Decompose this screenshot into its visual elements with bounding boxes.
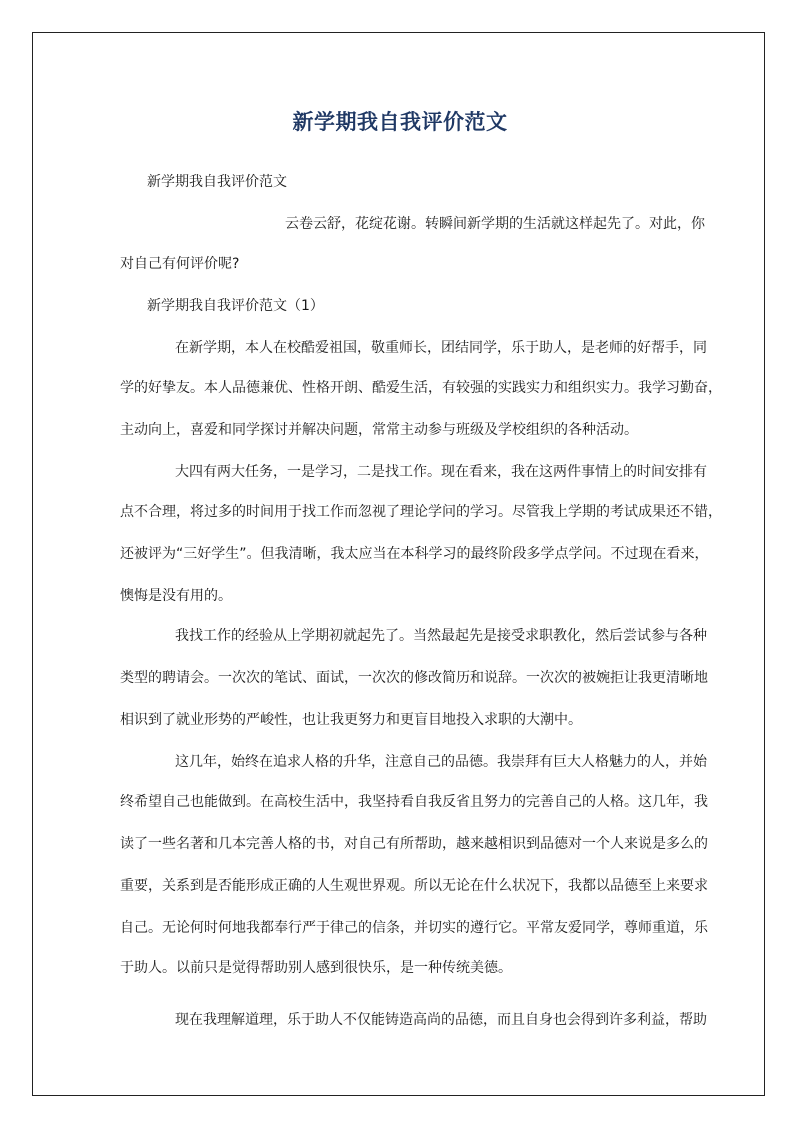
paragraph-line: 懊悔是没有用的。 [120,588,232,604]
paragraph-line: 相识到了就业形势的严峻性，也让我更努力和更盲目地投入求职的大潮中。 [120,712,582,728]
paragraph-line: 现在我理解道理，乐于助人不仅能铸造高尚的品德，而且自身也会得到许多利益，帮助 [175,1012,707,1028]
paragraph-line: 读了一些名著和几本完善人格的书，对自己有所帮助，越来越相识到品德对一个人来说是多么的 [120,836,708,852]
paragraph-line: 终希望自己也能做到。在高校生活中，我坚持看自我反省且努力的完善自己的人格。这几年，我 [120,794,708,810]
paragraph-line: 这几年，始终在追求人格的升华，注意自己的品德。我崇拜有巨大人格魅力的人，并始 [175,754,707,770]
paragraph-line: 大四有两大任务，一是学习，二是找工作。现在看来，我在这两件事情上的时间安排有 [175,464,707,480]
paragraph-line: 学的好挚友。本人品德兼优、性格开朗、酷爱生活，有较强的实践实力和组织实力。我学习勤奋， [120,380,722,396]
paragraph-line: 在新学期，本人在校酷爱祖国，敬重师长，团结同学，乐于助人，是老师的好帮手，同 [175,340,707,356]
paragraph-line: 点不合理，将过多的时间用于找工作而忽视了理论学问的学习。尽管我上学期的考试成果还不错， [120,504,722,520]
paragraph-line: 类型的聘请会。一次次的笔试、面试，一次次的修改简历和说辞。一次次的被婉拒让我更清晰地 [120,670,708,686]
document-subtitle: 新学期我自我评价范文 [147,174,287,190]
document-title: 新学期我自我评价范文 [292,110,508,134]
paragraph-line: 重要，关系到是否能形成正确的人生观世界观。所以无论在什么状况下，我都以品德至上来要求 [120,878,708,894]
paragraph-line: 还被评为“三好学生”。但我清晰，我太应当在本科学习的最终阶段多学点学问。不过现在看来， [120,546,709,562]
paragraph-line: 对自己有何评价呢? [120,256,240,272]
paragraph-line: 于助人。以前只是觉得帮助别人感到很快乐，是一种传统美德。 [120,960,512,976]
paragraph-line: 主动向上，喜爱和同学探讨并解决问题，常常主动参与班级及学校组织的各种活动。 [120,422,638,438]
section-heading: 新学期我自我评价范文（1） [147,298,324,314]
paragraph-line: 自己。无论何时何地我都奉行严于律己的信条，并切实的遵行它。平常友爱同学，尊师重道，乐 [120,920,708,936]
paragraph-line: 我找工作的经验从上学期初就起先了。当然最起先是接受求职教化，然后尝试参与各种 [175,628,707,644]
paragraph-line: 云卷云舒，花绽花谢。转瞬间新学期的生活就这样起先了。对此，你 [285,216,705,232]
